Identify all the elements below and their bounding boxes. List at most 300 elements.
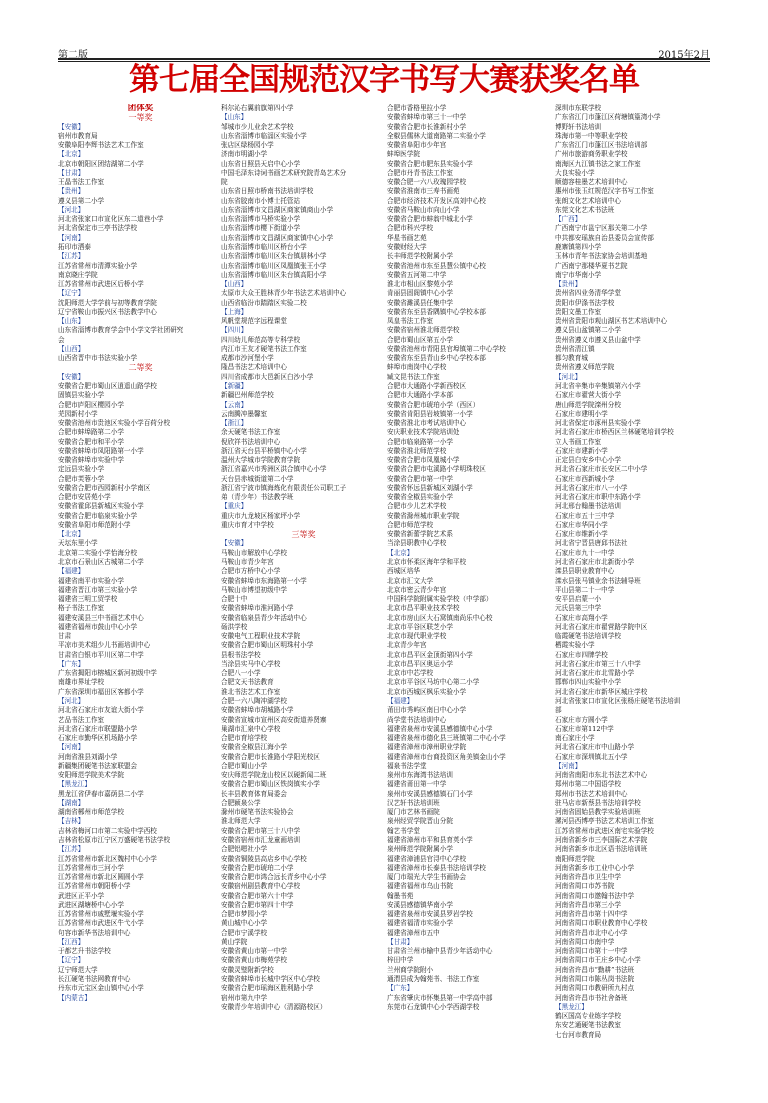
region-label: 【北京】 xyxy=(387,548,414,557)
winner-entry: 合肥市临泉路第一小学 xyxy=(387,437,453,446)
page-title: 第七届全国规范汉字书写大赛获奖名单 xyxy=(129,62,639,98)
winner-entry: 福建省泉州市安溪县罗岩学校 xyxy=(387,910,473,919)
winner-entry: 大良实验小学 xyxy=(555,168,595,177)
winner-entry: 安溪县感德镇华南小学 xyxy=(387,900,453,909)
winner-entry: 安徽省黄山市第一中学 xyxy=(221,947,287,956)
winner-entry: 北京市平谷区马坊中心第二小学 xyxy=(387,678,480,687)
winner-entry: 安徽省淮南市三寿书画苑 xyxy=(387,187,460,196)
winner-entry: 山东省淄博市樱下街道小学 xyxy=(221,224,301,233)
winner-entry: 安徽财经大学 xyxy=(387,242,427,251)
winner-entry: 科尔沁右翼前旗第四小学 xyxy=(221,104,294,112)
winner-entry: 安徽省蚌埠市长城中学区中心学校 xyxy=(221,974,320,983)
winner-entry: 安徽省合肥市第四十中学 xyxy=(221,900,294,909)
winner-entry: 重庆市九龙坡区杨家坪小学 xyxy=(221,511,301,520)
winner-entry: 安徽省池州市东至县慧公镇中心校 xyxy=(387,261,486,270)
winner-entry: 广东省揭阳市榕城区新河初级中学 xyxy=(58,669,157,678)
winner-entry: 倪欣祥书法培训中心 xyxy=(221,437,281,446)
winner-entry: 河北省石家庄市第三十八中学 xyxy=(555,659,641,668)
winner-entry: 合肥市科兴学校 xyxy=(387,224,434,233)
winner-entry: 马鞍山市青少年宫 xyxy=(221,558,274,567)
winner-entry: 吉林省松原市江宁区万盛硬笔书法学校 xyxy=(58,835,171,844)
winner-entry: 安徽省合肥市凤凰城小学 xyxy=(387,456,460,465)
winner-entry: 云南腾冲墨馨室 xyxy=(221,409,268,418)
winner-entry: 安徽省全椒县江海小学 xyxy=(221,743,287,752)
region-label: 【江西】 xyxy=(58,937,85,946)
winner-entry: 武进区正平小学 xyxy=(58,891,105,900)
winner-entry: 河南省周口市王庄乡中心小学 xyxy=(555,956,641,965)
winner-entry: 北京市平谷区联芝小学 xyxy=(387,622,453,631)
region-label: 【吉林】 xyxy=(58,817,85,826)
award-heading: 二等奖 xyxy=(128,363,153,373)
winner-entry: 固镇县实验小学 xyxy=(58,391,105,400)
winner-entry: 河北省石家庄市长安区二中小学 xyxy=(555,465,648,474)
winner-entry: 新疆集团硬笔书法家联盟会 xyxy=(58,761,138,770)
region-label: 【江苏】 xyxy=(58,845,85,854)
winner-entry: 河南省许昌市“勤耕”书法班 xyxy=(555,965,635,974)
winner-entry: 通渭县成为翰苑书、书法工作室 xyxy=(387,974,480,983)
region-label: 【黑龙江】 xyxy=(555,1002,588,1011)
winner-entry: 北京市朝阳区团结湖第二小学 xyxy=(58,159,144,168)
winner-entry: 合肥市方桥中心小学 xyxy=(221,567,281,576)
winner-entry: 河南省许昌市北中心小学 xyxy=(555,928,628,937)
winner-entry: 安徽阜阳李辉书法艺术工作室 xyxy=(58,141,144,150)
winner-entry: 广东省江门市蓬江区荷塘镇篁湾小学 xyxy=(555,113,661,122)
winner-entry: 艺品书法工作室 xyxy=(58,715,105,724)
winner-entry: 贵州省遵义师范学院 xyxy=(555,363,615,372)
region-label: 【黑龙江】 xyxy=(58,780,91,789)
region-label: 【江苏】 xyxy=(58,252,85,261)
winner-entry: 长丰师范学校附属小学 xyxy=(387,252,453,261)
winner-entry: 中国毛泽东诗词书画艺术研究院青岛艺术分 xyxy=(221,168,347,177)
winner-entry: 安徽省肯阳县岩坡镇第一小学 xyxy=(387,409,473,418)
winner-entry: 厦门市艺林书画院 xyxy=(387,808,440,817)
winner-entry: 河南省周口市陈丛岗书法院 xyxy=(555,974,635,983)
winner-entry: 河北省张家口市宣化区张杨庄硬笔书法培训 xyxy=(555,697,681,705)
winner-entry: 北京市汇文大学 xyxy=(387,576,434,585)
winner-entry: 格子书法工作室 xyxy=(58,604,105,613)
winner-entry: 安徽省黄山市梅苑学校 xyxy=(221,956,287,965)
winner-entry: 浙江省天台县平桥镇中心小学 xyxy=(221,446,307,455)
winner-entry: 东安艺通硬笔书法教室 xyxy=(555,1021,621,1030)
winner-entry: 黄山城中心小学 xyxy=(221,919,268,928)
winner-entry: 安徽省蚌埠市胡城路小学 xyxy=(221,706,294,715)
column-3 xyxy=(387,104,552,1012)
winner-entry: 宿州市第九中学 xyxy=(221,993,268,1002)
winner-entry: 温州大学城市学院教育学院 xyxy=(221,456,301,465)
winner-entry: 贵州省贵阳市观山湖区书艺术培训中心 xyxy=(555,317,668,326)
winner-entry: 安徽电气工程职业技术学院 xyxy=(221,632,301,641)
winner-entry: 安徽省合肥市第三十八中学 xyxy=(221,826,301,835)
region-label: 【山东】 xyxy=(221,113,248,122)
winner-entry: 四川幼儿师范高等专科学校 xyxy=(221,335,301,344)
winner-entry: 汉艺轩书法培训班 xyxy=(387,798,440,807)
winner-entry: 黑龙江省伊春市嘉荫县二小学 xyxy=(58,789,144,798)
winner-entry: 安徽省池州市青阳县官埠镇第二中心学校 xyxy=(387,344,506,353)
winner-entry: 遵义县第二小学 xyxy=(58,196,105,205)
winner-entry: 河南省周口市教研所九村点 xyxy=(555,984,635,993)
winner-entry: 深圳市东联学校 xyxy=(555,104,602,112)
winner-entry: 山东省淄博市教育学会中小学文学社团研究 xyxy=(58,326,184,335)
winner-entry: 合肥市丹青书法工作室 xyxy=(387,168,453,177)
winner-entry: 安徽省宿州淮北师范学校 xyxy=(387,326,460,335)
region-label: 【辽宁】 xyxy=(58,289,85,298)
winner-entry: 福建省漳浦县官浔中心学校 xyxy=(387,854,467,863)
winner-entry: 泉州经贸学院晋山分院 xyxy=(387,817,453,826)
winner-entry: 北京第二实验小学怡海分校 xyxy=(58,548,138,557)
region-label: 【重庆】 xyxy=(221,502,248,511)
winner-entry: 合肥市大通路小学新西校区 xyxy=(387,381,467,390)
winner-entry: 福建省晋江市第三实验小学 xyxy=(58,585,138,594)
winner-entry: 河北省保定市三亭书法学校 xyxy=(58,224,138,233)
winner-entry: 南雄市界址学校 xyxy=(58,678,105,687)
winner-entry: 辽宁师范大学 xyxy=(58,965,98,974)
winner-entry: 安徽省霍邱县新城区实验小学 xyxy=(58,502,144,511)
winner-entry: 县根书法学校 xyxy=(221,650,261,659)
winner-entry: 安徽省合肥市蜀山区明珠村小学 xyxy=(221,641,314,650)
winner-entry: 安徽省宣城市宣州区高安街道养贤寨 xyxy=(221,715,327,724)
winner-entry: 福建省福州市鼓山中心小学 xyxy=(58,622,138,631)
winner-entry: 滁州市硬笔书法实验协会 xyxy=(221,808,294,817)
winner-entry: 砀洪学校 xyxy=(221,622,248,631)
winner-entry: 安徽省合肥市蚌翁中城北小学 xyxy=(387,215,473,224)
winner-entry: 山东省胶南市小博士托管站 xyxy=(221,196,301,205)
winner-entry: 福建省福州市乌山书院 xyxy=(387,882,453,891)
winner-entry: 石家庄市维新小学 xyxy=(555,530,608,539)
winner-entry: 滦水县张马镇业余书法辅导班 xyxy=(555,576,641,585)
winner-entry: 福建省漳州市漳州职业学院 xyxy=(387,743,467,752)
header-rule xyxy=(58,58,710,60)
winner-entry: 浙江省嘉兴市秀洲区洪合镇中心小学 xyxy=(221,465,327,474)
winner-entry: 翰艺书学堂 xyxy=(387,826,420,835)
winner-entry: 博野轩书法培训 xyxy=(555,122,602,131)
winner-entry: 安徽省合肥市鸿合远长青乡中心小学 xyxy=(221,873,327,882)
region-label: 【河北】 xyxy=(58,205,85,214)
region-label: 【甘肃】 xyxy=(58,168,85,177)
winner-entry: 贵阳市伊涤书法学校 xyxy=(555,298,615,307)
winner-entry: 南海区九江镇书法之家工作室 xyxy=(555,159,641,168)
winner-entry: 福建省漳州市台商投资区角美镇金山小学 xyxy=(387,752,506,761)
winner-entry: 河北省石家庄市桥西区兰林硬笔培训学校 xyxy=(555,428,674,437)
winner-entry: 南阳师范学院 xyxy=(555,854,595,863)
winner-entry: 安徽灵璧附新学校 xyxy=(221,965,274,974)
winner-entry: 合肥市育培学校 xyxy=(221,734,268,743)
winner-entry: 泉州师范学院附属小学 xyxy=(387,845,453,854)
winner-entry: 江苏省常州市武进区南宅实验学校 xyxy=(555,826,654,835)
winner-entry: 石家庄市建明小学 xyxy=(555,409,608,418)
winner-entry: 安徽省马鞍山市向山小学 xyxy=(387,205,460,214)
winner-entry: 福建省泉州市德化县三班镇第二中心小学 xyxy=(387,734,506,743)
winner-entry: 安徽省合肥市临泉实验小学 xyxy=(58,511,138,520)
winner-entry: 合肥市少儿艺术学校 xyxy=(387,502,447,511)
winner-entry: 安徽省全椒县实验小学 xyxy=(387,493,453,502)
winner-entry: 北京市密云青少年宫 xyxy=(387,585,447,594)
winner-entry: 合肥市师范学校 xyxy=(387,520,434,529)
winner-entry: 厦门市瑞光大学生书画协会 xyxy=(387,873,467,882)
winner-entry: 石家庄市建新小学 xyxy=(555,446,608,455)
winner-entry: 河北省石家庄市北新街小学 xyxy=(555,558,635,567)
winner-entry: 江苏省常州市新北区圆圆小学 xyxy=(58,873,144,882)
winner-entry: 淮北书法艺术工作室 xyxy=(221,687,281,696)
winner-entry: 河南省南阳市东北书法艺术中心 xyxy=(555,771,648,780)
winner-entry: 蚌埠市南岗中心学校 xyxy=(387,363,447,372)
winner-entry: 江苏省常州市朝阳桥小学 xyxy=(58,882,131,891)
winner-entry: 安徽省铜陵县高店乡中心学校 xyxy=(221,854,307,863)
winner-entry: 安庆职业技术学院培训处 xyxy=(387,428,460,437)
winner-entry: 安徽省池州市贵池区实验小学百荷分校 xyxy=(58,419,171,428)
winner-entry: 安徽省合肥市琥珀二小学 xyxy=(221,863,294,872)
winner-entry: 合肥市芙蓉小学 xyxy=(58,474,105,483)
winner-entry: 安徽省合肥市屯溪路小学明珠校区 xyxy=(387,465,486,474)
winner-entry: 河南省周口市南中学 xyxy=(555,937,615,946)
winner-entry: 拓印市洒泰 xyxy=(58,242,91,251)
region-label: 【河南】 xyxy=(555,761,582,770)
winner-entry: 河南省新乡市三李国际艺术学院 xyxy=(555,835,648,844)
region-label: 【河北】 xyxy=(555,372,582,381)
winner-entry: 山东省淄博市文昌湖区商家镇中心小学 xyxy=(221,233,334,242)
column-1 xyxy=(58,104,223,1003)
winner-entry: 北京市现代职业学校 xyxy=(387,632,447,641)
winner-entry: 安徽青少年培训中心（清源路校区） xyxy=(221,1002,327,1011)
winner-entry: 山西省临汾市踏踏区实验二校 xyxy=(221,298,307,307)
winner-entry: 山东省日照县天启中心小学 xyxy=(221,159,301,168)
winner-entry: 玉林市青年书法家协会培训基地 xyxy=(555,252,648,261)
winner-entry: 余天硬笔书法工作室 xyxy=(221,428,281,437)
winner-entry: 吉林省梅河口市第二实验中学西校 xyxy=(58,826,157,835)
winner-entry: 弟（青少年）书法教学班 xyxy=(221,493,294,502)
winner-entry: 合肥颍泉公学 xyxy=(221,798,261,807)
winner-entry: 安徽省滁州城市职业学院 xyxy=(387,511,460,520)
region-label: 【广东】 xyxy=(387,984,414,993)
winner-entry: 福建省漳州市长泰县书法培训学校 xyxy=(387,863,486,872)
award-heading: 一等奖 xyxy=(128,113,153,123)
winner-entry: 河北省石家庄市八一小学 xyxy=(555,483,628,492)
winner-entry: 河北省石家庄市联盟路小学 xyxy=(58,724,138,733)
region-label: 【河南】 xyxy=(58,743,85,752)
winner-entry: 合肥市香格里拉小学 xyxy=(387,104,447,112)
winner-entry: 西城区培华 xyxy=(387,567,420,576)
winner-entry: 宿州市教育局 xyxy=(58,131,98,140)
winner-entry: 四川省成都市大邑新区白沙小学 xyxy=(221,372,314,381)
winner-entry: 安徽省宿州市汇龙童画培训 xyxy=(221,835,301,844)
winner-entry: 天台县赤城街道第二小学 xyxy=(221,474,294,483)
winner-entry: 安徽省东至县香隅镇中心学校本部 xyxy=(387,307,486,316)
winner-entry: 南京晓庄学院 xyxy=(58,270,98,279)
winner-entry: 石家庄市西新城小学 xyxy=(555,474,615,483)
winner-entry: 北京市西城区枫乐实验小学 xyxy=(387,687,467,696)
winner-entry: 安徽省合肥市第六十中学 xyxy=(221,891,294,900)
winner-entry: 安庆师范学院龙山校区以硬新闻二班 xyxy=(221,771,327,780)
region-label: 【广东】 xyxy=(58,659,85,668)
winner-entry: 珠海市第一中等职业学校 xyxy=(555,131,628,140)
winner-entry: 石家庄市深圳镇北五小学 xyxy=(555,752,628,761)
winner-entry: 贵阳文墨工作室 xyxy=(555,307,602,316)
winner-entry: 沈阳师范大学学前与初等教育学院 xyxy=(58,298,157,307)
winner-entry: 山东省淄博市文昌湖区商家镇商山小学 xyxy=(221,205,334,214)
region-label: 【山西】 xyxy=(58,344,85,353)
winner-entry: 天坛东里小学 xyxy=(58,539,98,548)
winner-entry: 合肥市宁溪学校 xyxy=(221,928,268,937)
winner-entry: 河北省石家庄市新华区城庄学校 xyxy=(555,687,648,696)
winner-entry: 江苏省常州市新北区魏村中心小学 xyxy=(58,854,157,863)
region-label: 【甘肃】 xyxy=(387,937,414,946)
region-label: 【四川】 xyxy=(221,326,248,335)
winner-entry: 安徽省合肥市长淮新村小学 xyxy=(387,122,467,131)
winner-entry: 凤皇书法工作室 xyxy=(387,317,434,326)
winner-entry: 于都艺升书法学校 xyxy=(58,947,111,956)
winner-entry: 河南省周口市苏书院 xyxy=(555,882,615,891)
winner-entry: 芜园新村小学 xyxy=(58,409,98,418)
winner-entry: 蚌埠医学院 xyxy=(387,150,420,159)
winner-entry: 广东省深圳市福田区客都小学 xyxy=(58,687,144,696)
region-label: 【河北】 xyxy=(58,697,85,705)
winner-entry: 淮北市相山区黎苑小学 xyxy=(387,280,453,289)
winner-entry: 安徽省蚌埠市实验中学 xyxy=(58,456,124,465)
winner-entry: 安徽合肥一六八玫瑰园学校 xyxy=(387,178,467,187)
edition-label: 第二版 xyxy=(58,50,88,61)
winner-entry: 山东省淄博市马桥实验小学 xyxy=(221,215,301,224)
winner-entry: 辽宁省鞍山市振兴区书法教学中心 xyxy=(58,307,157,316)
column-2 xyxy=(221,104,386,1012)
region-label: 【云南】 xyxy=(221,400,248,409)
winner-entry: 河南省周口市邀翰书法中学 xyxy=(555,891,635,900)
award-heading: 团体奖 xyxy=(127,104,154,113)
winner-entry: 巢湖市汇泉中心学校 xyxy=(221,724,281,733)
winner-entry: 山东省淄博市临川区朱台镇朋林小学 xyxy=(221,252,327,261)
winner-entry: 郑州市第二中国语学校 xyxy=(555,780,621,789)
winner-entry: 新疆巴州师范学校 xyxy=(221,391,274,400)
winner-entry: 丹东市元宝区金山镇中心小学 xyxy=(58,984,144,993)
winner-entry: 七台河市教育局 xyxy=(555,1030,602,1039)
winner-entry: 肯丽县固阁镇中心小学 xyxy=(387,289,453,298)
winner-entry: 河北省石家庄市职中东路小学 xyxy=(555,493,641,502)
winner-entry: 安徽省合肥市瑶海区胜利路小学 xyxy=(221,984,314,993)
winner-entry: 北京市怀柔区海年学和平校 xyxy=(387,558,467,567)
winner-entry: 福建省漳州市平和县育英小学 xyxy=(387,835,473,844)
winner-entry: 山东省淄博市临淄区实验小学 xyxy=(221,131,307,140)
winner-entry: 安徽省蚌埠市淮河路小学 xyxy=(221,604,294,613)
region-label: 【河南】 xyxy=(58,233,85,242)
region-label: 【辽宁】 xyxy=(58,956,85,965)
winner-entry: 河南省固始县教学实验培训班 xyxy=(555,808,641,817)
winner-entry: 河南省许昌市第三小学 xyxy=(555,900,621,909)
region-label: 【福建】 xyxy=(58,567,85,576)
winner-entry: 安徽省阜阳市师范附小学 xyxy=(58,520,131,529)
winner-entry: 长丰县教育体育局委会 xyxy=(221,789,287,798)
winner-entry: 正定县白安乡中心小学 xyxy=(555,456,621,465)
issue-date: 2015年2月 xyxy=(658,50,710,61)
award-heading: 三等奖 xyxy=(291,530,316,540)
region-label: 【贵州】 xyxy=(555,280,582,289)
winner-entry: 北京市房山区大石窝镇南尚乐中心校 xyxy=(387,613,493,622)
winner-entry: 栖霞实验小学 xyxy=(555,641,595,650)
winner-entry: 河南省许昌市书社舍备班 xyxy=(555,993,628,1002)
winner-entry: 安徽省合肥市第一中学 xyxy=(387,474,453,483)
winner-entry: 河北省石家庄市友谊大街小学 xyxy=(58,706,144,715)
region-label: 【浙江】 xyxy=(221,419,248,428)
winner-entry: 甘肃 xyxy=(58,632,72,641)
winner-entry: 安徽省合肥市肥东县实验小学 xyxy=(387,159,473,168)
winner-entry: 石家庄市第112中学 xyxy=(555,724,614,733)
winner-entry: 广西南宁那楼华夏书艺院 xyxy=(555,261,628,270)
winner-entry: 贵州省四业务清华学堂 xyxy=(555,289,621,298)
winner-entry: 鹤区国高专业练字学校 xyxy=(555,1012,621,1021)
winner-entry: 广州市旅游商务职业学校 xyxy=(555,150,628,159)
winner-entry: 梓田中学 xyxy=(387,956,414,965)
winner-entry: 兰州商学院附小 xyxy=(387,965,434,974)
winner-entry: 东莞市石龙镇中心小学西湖学校 xyxy=(387,1002,480,1011)
winner-entry: 合肥八一小学 xyxy=(221,669,261,678)
winner-entry: 福建省莆田第一中学 xyxy=(387,780,447,789)
winner-entry: 安徽省东至县青山乡中心学校本部 xyxy=(387,354,486,363)
winner-entry: 安徽省合肥市琥珀小学（西区） xyxy=(387,400,480,409)
winner-entry: 泉州市安溪县感德镇石门小学 xyxy=(387,789,473,798)
winner-entry: 石家庄市四牌学校 xyxy=(555,650,608,659)
winner-entry: 合肥铝嗯社小学 xyxy=(221,845,268,854)
winner-entry: 山东省淄博市临川区凤凰镇张王小学 xyxy=(221,261,327,270)
winner-entry: 山东省日照市桥南书法培训学校 xyxy=(221,187,314,196)
winner-entry: 中国科学院附属实验学校（中学部） xyxy=(387,595,493,604)
winner-entry: 河北邢台翰墨书法培训 xyxy=(555,502,621,511)
winner-entry: 南宁市华南小学 xyxy=(555,270,602,279)
winner-entry: 滦县县职业教育中心 xyxy=(555,567,615,576)
winner-entry: 合肥市安居苑小学 xyxy=(58,493,111,502)
winner-entry: 惠州市张玉红规范汉字书写工作室 xyxy=(555,187,654,196)
winner-entry: 臧文昆书法工作室 xyxy=(387,372,440,381)
winner-entry: 淮北师范大学 xyxy=(221,817,261,826)
winner-entry: 合肥市蜀山区第五小学 xyxy=(387,335,453,344)
region-label: 【贵州】 xyxy=(58,187,85,196)
winner-entry: 安徽省淮北师范学校 xyxy=(387,446,447,455)
winner-entry: 漯河县西博亭书法艺术培训工作室 xyxy=(555,817,654,826)
winner-entry: 鹿寨镇第四小学 xyxy=(555,242,602,251)
winner-entry: 石家庄市勤华区机场路小学 xyxy=(58,734,138,743)
winner-entry: 福建省漳州市五中 xyxy=(387,928,440,937)
winner-entry: 全椒县儒林大道南路第二实验小学 xyxy=(387,131,486,140)
winner-entry: 南石家庄小学 xyxy=(555,734,595,743)
winner-entry: 江苏省常州市武进区牛弋小学 xyxy=(58,919,144,928)
region-label: 【新疆】 xyxy=(221,381,248,390)
winner-entry: 邯郸市四山实验中小学 xyxy=(555,678,621,687)
winner-entry: 东莞文化艺术书法班 xyxy=(555,205,615,214)
winner-entry: 湖南省郴州市师范学校 xyxy=(58,808,124,817)
winner-entry: 平凉市美术组少儿书画培训中心 xyxy=(58,641,151,650)
winner-entry: 立人书画工作室 xyxy=(555,437,602,446)
winner-entry: 合肥一六八陶冲湖学校 xyxy=(221,697,287,705)
winner-entry: 安徽省合肥市长淮路小学阳光校区 xyxy=(221,752,320,761)
winner-entry: 华星书画艺苑 xyxy=(387,233,427,242)
winner-entry: 安徽省怀远县新城区刘湖小学 xyxy=(387,483,473,492)
winner-entry: 唐山师范学院滦州分校 xyxy=(555,400,621,409)
winner-entry: 河北省张家口市宣化区东二道巷小学 xyxy=(58,215,164,224)
winner-entry: 河北省宁晋县唐邱书法社 xyxy=(555,539,628,548)
winner-entry: 都匀教育城 xyxy=(555,354,588,363)
winner-entry: 江苏省常州市戚墅堰实验小学 xyxy=(58,910,144,919)
winner-entry: 安徽省五河第二中学 xyxy=(387,270,447,279)
winner-entry: 江苏省常州市武进区后桥小学 xyxy=(58,280,144,289)
winner-entry: 石家庄市方圆小学 xyxy=(555,715,608,724)
winner-entry: 河南省许昌市卫生中学 xyxy=(555,873,621,882)
region-label: 【安徽】 xyxy=(221,539,248,548)
winner-entry: 河北省石家庄市中山路小学 xyxy=(555,743,635,752)
winner-entry: 山东省淄博市临川区桥台小学 xyxy=(221,242,307,251)
winner-entry: 合肥市大通路小学本部 xyxy=(387,391,453,400)
winner-entry: 北京市昌平区金顶街第四小学 xyxy=(387,650,473,659)
winner-entry: 合肥市庐阳区樱园小学 xyxy=(58,400,124,409)
winner-entry: 合肥市蚌埠路第二小学 xyxy=(58,428,124,437)
winner-entry: 石家庄市九十一中学 xyxy=(555,548,615,557)
winner-entry: 安阳师范学院美术学院 xyxy=(58,771,124,780)
winner-entry: 广东省肇庆市怀集县第一中学高中部 xyxy=(387,993,493,1002)
